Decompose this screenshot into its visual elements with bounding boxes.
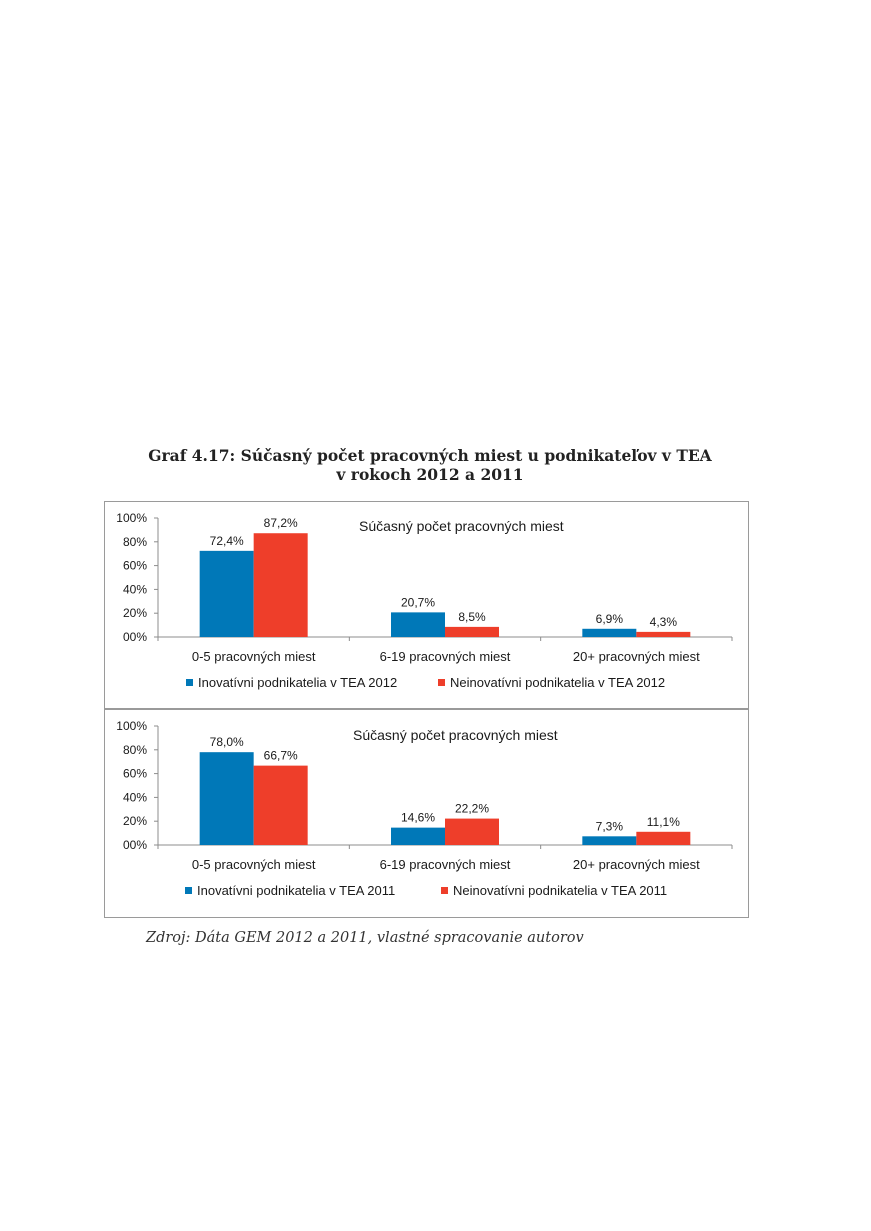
bar bbox=[254, 766, 308, 845]
figure-title-line2: v rokoch 2012 a 2011 bbox=[336, 465, 524, 484]
legend-label: Neinovatívni podnikatelia v TEA 2011 bbox=[453, 883, 668, 898]
bar bbox=[582, 629, 636, 637]
data-label: 11,1% bbox=[646, 814, 680, 829]
legend-label: Inovatívni podnikatelia v TEA 2012 bbox=[198, 675, 398, 690]
y-tick-label: 80% bbox=[122, 742, 147, 757]
y-tick-label: 00% bbox=[122, 630, 147, 644]
y-tick-label: 20% bbox=[122, 814, 147, 829]
bar bbox=[636, 632, 690, 637]
y-tick-label: 00% bbox=[122, 838, 147, 852]
category-label: 20+ pracovných miest bbox=[572, 857, 700, 872]
category-label: 20+ pracovných miest bbox=[572, 649, 700, 664]
data-label: 7,3% bbox=[595, 819, 624, 834]
data-label: 22,2% bbox=[454, 801, 490, 816]
chart-title: Súčasný počet pracovných miest bbox=[353, 727, 558, 743]
data-label: 20,7% bbox=[400, 595, 436, 610]
data-label: 4,3% bbox=[649, 614, 678, 629]
legend-swatch bbox=[185, 887, 192, 894]
bar bbox=[445, 819, 499, 845]
legend-swatch bbox=[441, 887, 448, 894]
data-label: 87,2% bbox=[263, 516, 298, 531]
chart-title: Súčasný počet pracovných miest bbox=[359, 518, 564, 534]
data-label: 8,5% bbox=[458, 609, 486, 624]
y-tick-label: 40% bbox=[122, 582, 147, 597]
bar bbox=[636, 832, 690, 845]
source-note: Zdroj: Dáta GEM 2012 a 2011, vlastné spracovanie autorov bbox=[146, 930, 584, 946]
legend-swatch bbox=[438, 679, 445, 686]
category-label: 0-5 pracovných miest bbox=[191, 649, 316, 664]
figure-title bbox=[130, 446, 730, 484]
bar bbox=[200, 551, 254, 637]
data-label: 72,4% bbox=[209, 533, 244, 548]
category-label: 6-19 pracovných miest bbox=[379, 857, 511, 872]
data-label: 78,0% bbox=[209, 735, 244, 750]
chart-panel-2012 bbox=[104, 501, 749, 709]
bar bbox=[391, 612, 445, 637]
category-label: 6-19 pracovných miest bbox=[379, 649, 511, 664]
data-label: 66,7% bbox=[263, 748, 298, 763]
y-tick-label: 60% bbox=[122, 766, 147, 781]
y-tick-label: 100% bbox=[116, 719, 147, 733]
figure-title-line1: Graf 4.17: Súčasný počet pracovných miest u podnikateľov v TEA bbox=[148, 446, 712, 465]
bar bbox=[391, 828, 445, 845]
legend-swatch bbox=[186, 679, 193, 686]
bar bbox=[582, 836, 636, 845]
bar bbox=[254, 533, 308, 637]
data-label: 6,9% bbox=[595, 611, 624, 626]
y-tick-label: 40% bbox=[122, 790, 147, 805]
bar bbox=[200, 752, 254, 845]
chart-2011 bbox=[105, 710, 748, 917]
bar bbox=[445, 627, 499, 637]
y-tick-label: 80% bbox=[122, 534, 147, 549]
y-tick-label: 20% bbox=[122, 606, 147, 621]
chart-2012 bbox=[105, 502, 748, 708]
y-tick-label: 60% bbox=[122, 558, 147, 573]
y-tick-label: 100% bbox=[116, 511, 147, 525]
category-label: 0-5 pracovných miest bbox=[191, 857, 316, 872]
legend-label: Neinovatívni podnikatelia v TEA 2012 bbox=[450, 675, 666, 690]
data-label: 14,6% bbox=[400, 810, 436, 825]
legend-label: Inovatívni podnikatelia v TEA 2011 bbox=[197, 883, 396, 898]
chart-panel-2011 bbox=[104, 709, 749, 918]
